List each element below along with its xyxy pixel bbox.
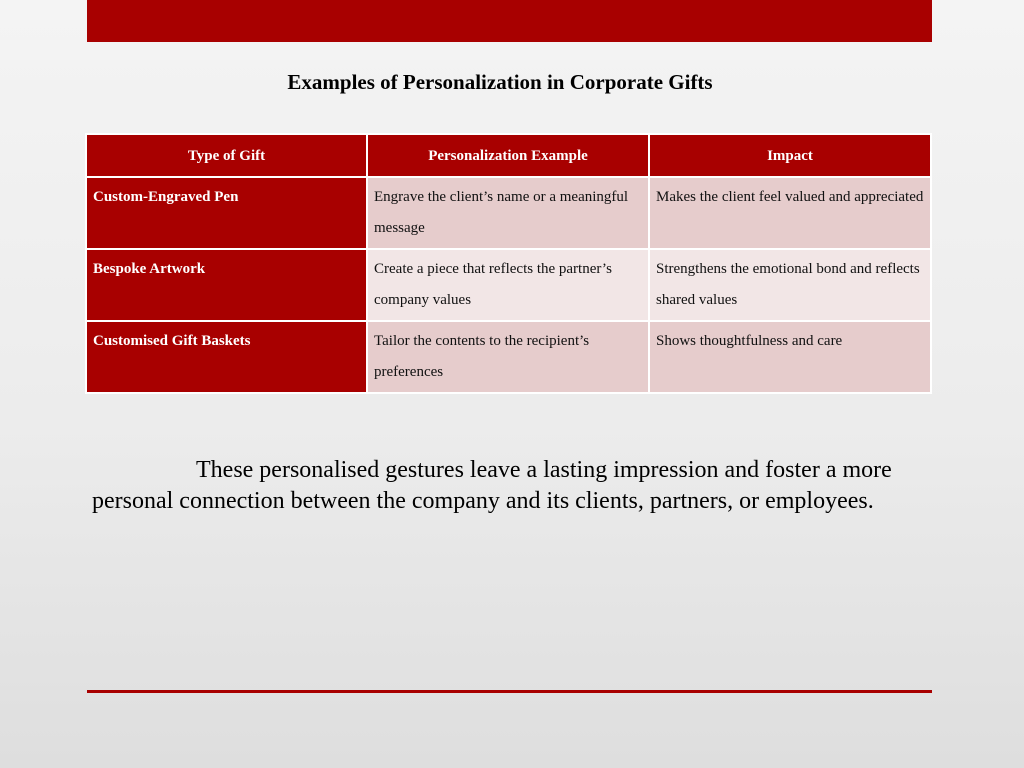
- table-header-row: [86, 134, 931, 177]
- personalization-example-cell: Tailor the contents to the recipient’s preferences: [367, 321, 649, 393]
- table-row: [86, 177, 931, 249]
- impact-cell: Strengthens the emotional bond and reflects shared values: [649, 249, 931, 321]
- impact-cell: Shows thoughtfulness and care: [649, 321, 931, 393]
- personalization-example-cell: Engrave the client’s name or a meaningful message: [367, 177, 649, 249]
- impact-cell: Makes the client feel valued and appreciated: [649, 177, 931, 249]
- header-personalization-example: Personalization Example: [367, 134, 649, 177]
- table-row: [86, 321, 931, 393]
- gifts-table: [85, 133, 932, 394]
- top-accent-bar: [87, 0, 932, 42]
- gift-type-cell: Custom-Engraved Pen: [86, 177, 367, 249]
- gift-type-cell: Customised Gift Baskets: [86, 321, 367, 393]
- header-type-of-gift: Type of Gift: [86, 134, 367, 177]
- bottom-divider: [87, 690, 932, 693]
- personalization-example-cell: Create a piece that reflects the partner’s company values: [367, 249, 649, 321]
- gift-type-cell: Bespoke Artwork: [86, 249, 367, 321]
- header-impact: Impact: [649, 134, 931, 177]
- slide-title: Examples of Personalization in Corporate Gifts: [287, 70, 713, 94]
- table-row: [86, 249, 931, 321]
- body-paragraph: These personalised gestures leave a lasting impression and foster a more personal connection between the company and its clients, partners, or employees.: [92, 457, 892, 514]
